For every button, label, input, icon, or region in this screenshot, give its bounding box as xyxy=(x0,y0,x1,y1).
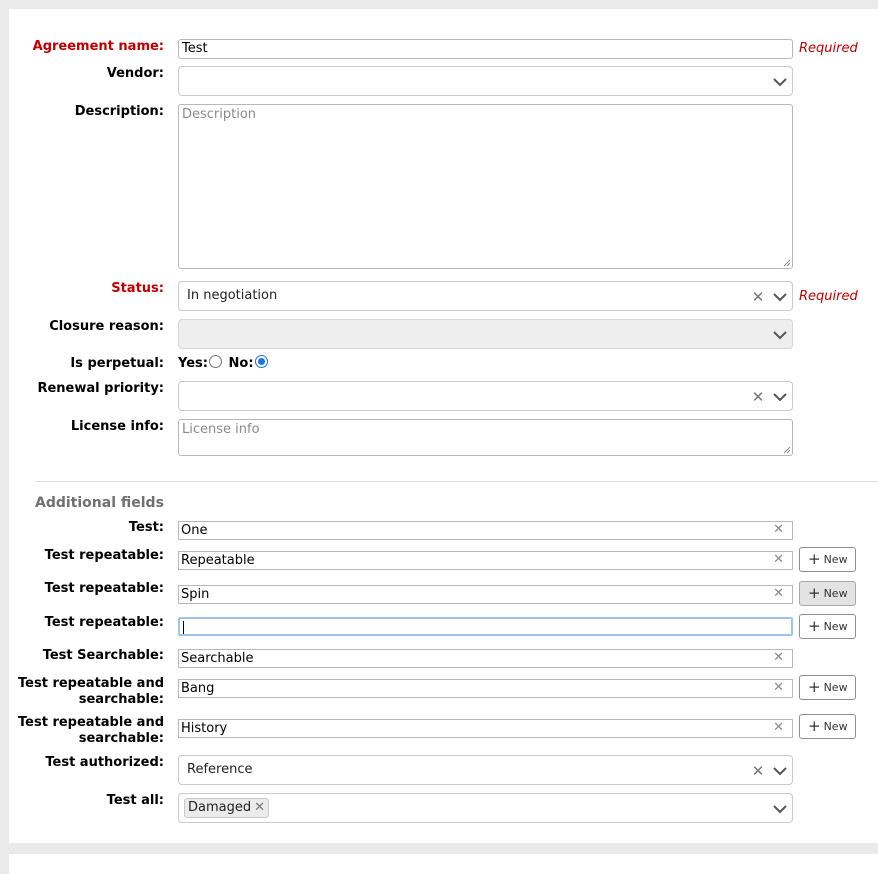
field-value: Spin xyxy=(181,587,210,602)
license-info-textarea[interactable] xyxy=(178,419,793,456)
new-button-label: New xyxy=(823,620,848,633)
test-authorized-select[interactable] xyxy=(178,755,793,785)
clear-icon[interactable]: ✕ xyxy=(773,552,784,567)
clear-icon[interactable]: ✕ xyxy=(773,680,784,695)
clear-icon[interactable]: ✕ xyxy=(773,720,784,735)
test-repeatable-input[interactable] xyxy=(178,585,793,604)
new-button-label: New xyxy=(823,720,848,733)
plus-icon: + xyxy=(808,717,821,735)
new-button-label: New xyxy=(823,587,848,600)
is-perpetual-label: Is perpetual: xyxy=(70,356,164,371)
chevron-down-icon[interactable] xyxy=(772,289,788,305)
test-authorized-label: Test authorized: xyxy=(45,755,164,770)
no-radio[interactable] xyxy=(255,355,268,368)
field-label: Test: xyxy=(128,520,164,535)
status-required: Required xyxy=(799,289,858,304)
field-label: Test repeatable: xyxy=(44,548,164,563)
field-label: Test repeatable: xyxy=(44,581,164,596)
field-value: Repeatable xyxy=(181,553,255,568)
chevron-down-icon[interactable] xyxy=(772,763,788,779)
text-caret xyxy=(183,621,184,634)
clear-icon[interactable]: ✕ xyxy=(751,288,765,306)
additional-fields-title: Additional fields xyxy=(35,495,164,511)
description-textarea[interactable] xyxy=(178,104,793,269)
new-button[interactable] xyxy=(799,614,856,639)
chevron-down-icon[interactable] xyxy=(772,327,788,343)
field-value: Bang xyxy=(181,681,215,696)
field-value: History xyxy=(181,721,228,736)
new-button-label: New xyxy=(823,553,848,566)
section-divider xyxy=(35,481,878,482)
closure-reason-select[interactable] xyxy=(178,319,793,349)
clear-icon[interactable]: ✕ xyxy=(773,522,784,537)
plus-icon: + xyxy=(808,584,821,602)
selected-tag xyxy=(184,798,269,818)
clear-icon[interactable]: ✕ xyxy=(773,650,784,665)
clear-icon[interactable]: ✕ xyxy=(751,388,765,406)
license-info-placeholder: License info xyxy=(182,422,260,437)
description-label: Description: xyxy=(74,104,164,119)
status-value: In negotiation xyxy=(187,288,278,303)
new-button[interactable] xyxy=(799,547,856,572)
vendor-select[interactable] xyxy=(178,66,793,96)
plus-icon: + xyxy=(808,550,821,568)
remove-tag-icon[interactable]: ✕ xyxy=(254,800,266,815)
status-select[interactable] xyxy=(178,281,793,311)
description-placeholder: Description xyxy=(182,107,257,122)
chevron-down-icon[interactable] xyxy=(772,389,788,405)
new-button[interactable] xyxy=(799,714,856,739)
test-repeatable-input[interactable] xyxy=(178,551,793,570)
agreement-name-input[interactable]: Test xyxy=(178,39,793,59)
field-label: Test repeatable and searchable: xyxy=(18,715,164,746)
no-label: No: xyxy=(228,356,254,371)
field-value: Searchable xyxy=(181,651,254,666)
test-repeatable-searchable-input[interactable] xyxy=(178,719,793,738)
resize-grip-icon[interactable] xyxy=(783,446,791,454)
agreement-name-label: Agreement name: xyxy=(32,39,164,54)
test-searchable-input[interactable] xyxy=(178,649,793,668)
test-all-select[interactable] xyxy=(178,793,793,823)
resize-grip-icon[interactable] xyxy=(783,259,791,267)
closure-reason-label: Closure reason: xyxy=(49,319,164,334)
license-info-label: License info: xyxy=(70,419,164,434)
renewal-priority-label: Renewal priority: xyxy=(37,381,164,396)
clear-icon[interactable]: ✕ xyxy=(751,762,765,780)
vendor-label: Vendor: xyxy=(106,66,164,81)
is-perpetual-radios xyxy=(178,355,270,372)
test-authorized-value: Reference xyxy=(187,762,253,777)
test-input[interactable] xyxy=(178,521,793,540)
new-button[interactable] xyxy=(799,675,856,700)
next-panel xyxy=(9,854,878,874)
field-label: Test repeatable and searchable: xyxy=(18,676,164,707)
field-label: Test Searchable: xyxy=(42,648,164,663)
renewal-priority-select[interactable] xyxy=(178,381,793,411)
chevron-down-icon[interactable] xyxy=(772,801,788,817)
field-label: Test repeatable: xyxy=(44,615,164,630)
new-button-label: New xyxy=(823,681,848,694)
plus-icon: + xyxy=(808,678,821,696)
test-repeatable-input[interactable] xyxy=(178,617,793,636)
tag-label: Damaged xyxy=(188,800,252,815)
yes-label: Yes: xyxy=(178,356,208,371)
plus-icon: + xyxy=(808,617,821,635)
field-value: One xyxy=(181,523,208,538)
yes-radio[interactable] xyxy=(209,355,222,368)
clear-icon[interactable]: ✕ xyxy=(773,586,784,601)
test-all-label: Test all: xyxy=(106,793,164,808)
status-label: Status: xyxy=(111,281,164,296)
agreement-name-required: Required xyxy=(799,41,858,56)
new-button[interactable] xyxy=(799,581,856,606)
test-repeatable-searchable-input[interactable] xyxy=(178,679,793,698)
chevron-down-icon[interactable] xyxy=(772,74,788,90)
